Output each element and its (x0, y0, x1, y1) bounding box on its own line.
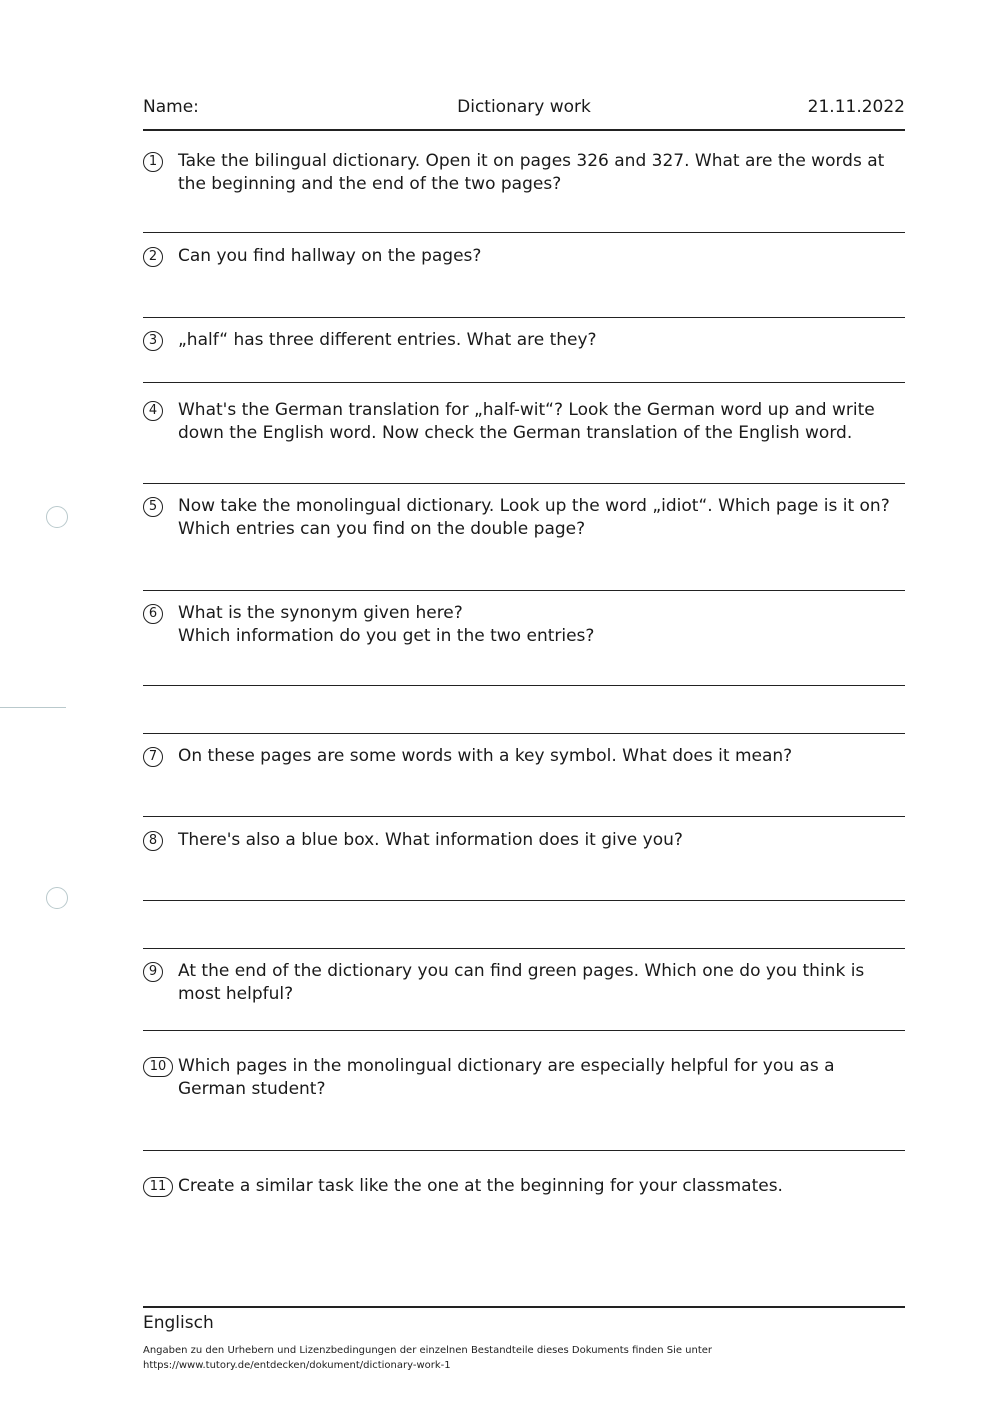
task-number-6: 6 (143, 604, 163, 624)
answer-line[interactable] (143, 1150, 905, 1151)
answer-line[interactable] (143, 1030, 905, 1031)
task-text-4: What's the German translation for „half-wit“? Look the German word up and write down the English word. Now check the German translation of the English word. (178, 400, 875, 443)
task-text-7: On these pages are some words with a key symbol. What does it mean? (178, 746, 793, 766)
task-text-11: Create a similar task like the one at the beginning for your classmates. (178, 1176, 783, 1196)
answer-line[interactable] (143, 948, 905, 949)
answer-line[interactable] (143, 590, 905, 591)
task-number-3: 3 (143, 331, 163, 351)
page-title: Dictionary work (457, 97, 591, 117)
task-text-2: Can you find hallway on the pages? (178, 246, 482, 266)
answer-line[interactable] (143, 317, 905, 318)
task-text-1: Take the bilingual dictionary. Open it on pages 326 and 327. What are the words at the beginning and the end of the two pages? (178, 151, 885, 194)
task-number-4: 4 (143, 401, 163, 421)
punch-hole-mark (46, 506, 68, 528)
credits-text: Angaben zu den Urhebern und Lizenzbedingungen der einzelnen Bestandteile dieses Dokuments finden Sie unter (143, 1345, 713, 1356)
task-text-10: Which pages in the monolingual dictionary are especially helpful for you as a German student? (178, 1056, 835, 1099)
task-text-5: Now take the monolingual dictionary. Look up the word „idiot“. Which page is it on? Which entries can you find on the double page? (178, 496, 890, 539)
punch-hole-mark (46, 887, 68, 909)
task-number-7: 7 (143, 747, 163, 767)
task-text-8: There's also a blue box. What information does it give you? (178, 830, 683, 850)
task-number-2: 2 (143, 247, 163, 267)
answer-line[interactable] (143, 483, 905, 484)
answer-line[interactable] (143, 382, 905, 383)
credits-url[interactable]: https://www.tutory.de/entdecken/dokument/dictionary-work-1 (143, 1360, 451, 1371)
answer-line[interactable] (143, 685, 905, 686)
task-number-8: 8 (143, 831, 163, 851)
task-number-10: 10 (143, 1057, 173, 1077)
date: 21.11.2022 (807, 97, 905, 117)
task-number-5: 5 (143, 497, 163, 517)
task-number-1: 1 (143, 152, 163, 172)
fold-mark (0, 707, 66, 708)
answer-line[interactable] (143, 232, 905, 233)
task-text-9: At the end of the dictionary you can find green pages. Which one do you think is most helpful? (178, 961, 865, 1004)
name-label: Name: (143, 97, 199, 117)
task-number-11: 11 (143, 1177, 173, 1197)
subject-label: Englisch (143, 1313, 214, 1333)
answer-line[interactable] (143, 900, 905, 901)
task-text-6: What is the synonym given here? Which information do you get in the two entries? (178, 603, 595, 646)
footer-rule (143, 1306, 905, 1308)
answer-line[interactable] (143, 816, 905, 817)
header-rule (143, 129, 905, 131)
task-number-9: 9 (143, 962, 163, 982)
answer-line[interactable] (143, 733, 905, 734)
task-text-3: „half“ has three different entries. What are they? (178, 330, 597, 350)
